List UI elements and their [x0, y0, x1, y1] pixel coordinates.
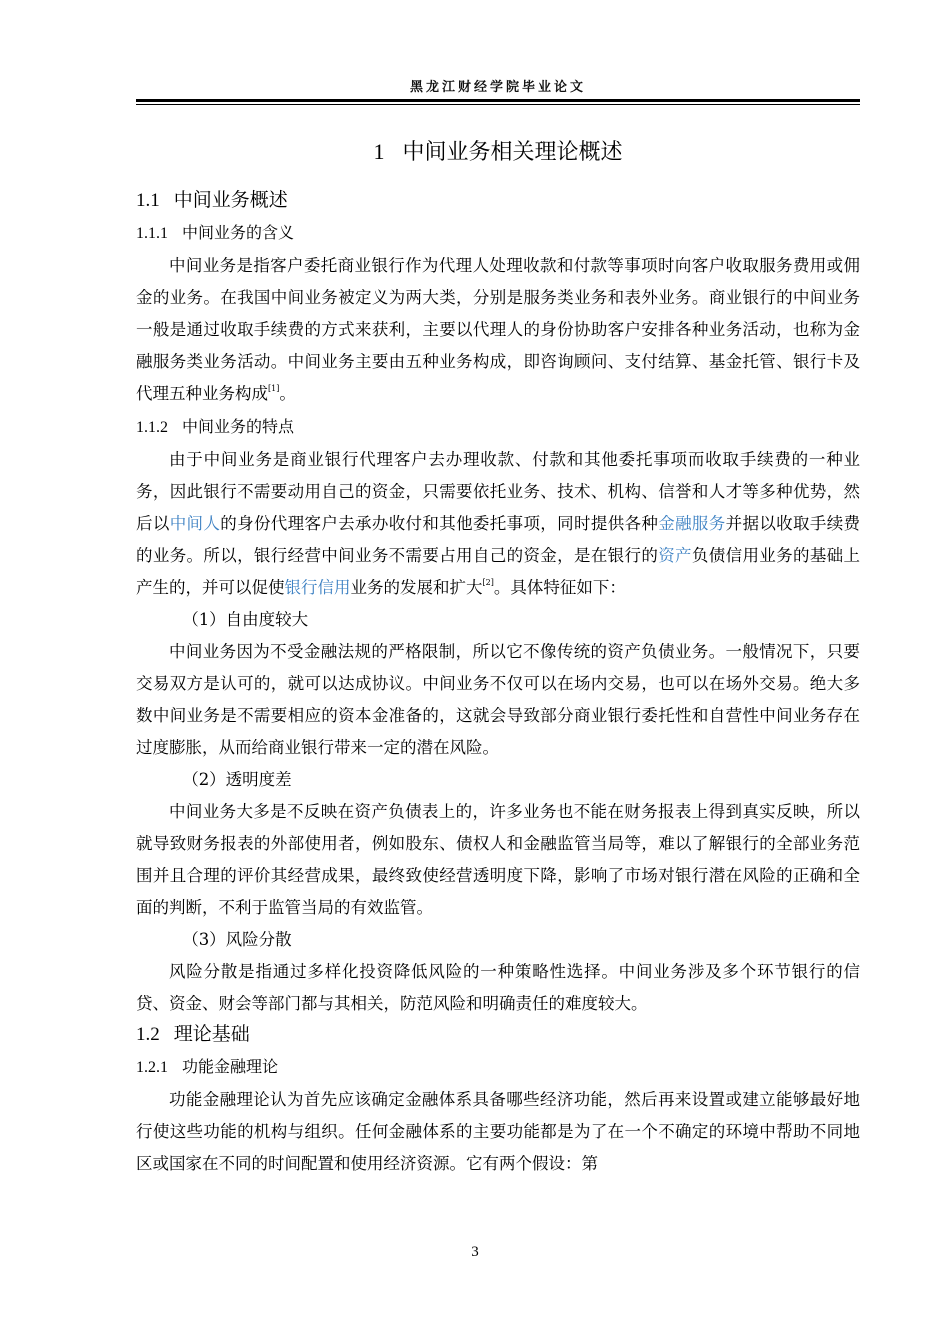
chapter-title	[136, 130, 860, 174]
subsection-title: 中间业务的含义	[182, 223, 295, 242]
paragraph-text: 由于中间业务是商业银行代理客户去办理收款、付款和其他委托事项而收取手续费的一种业务，因此银行不需要动用自己的资金，只需要依托业务、技术、机构、信誉和人才等多种优势，然后以	[136, 450, 860, 533]
paragraph-end: 。	[279, 384, 296, 403]
paragraph-freedom: 中间业务因为不受金融法规的严格限制，所以它不像传统的资产负债业务。一般情况下，只要交易双方是认可的，就可以达成协议。中间业务不仅可以在场内交易，也可以在场外交易。绝大多数中间业务是不需要相应的资本金准备的，这就会导致部分商业银行委托性和自营性中间业务存在过度膨胀，从而给商业银行带来一定的潜在风险。	[136, 642, 860, 757]
subsection-number: 1.1.2	[136, 419, 168, 436]
citation-ref-2[interactable]: [2]	[482, 578, 494, 587]
chapter-number: 1	[373, 139, 385, 164]
paragraph-risk: 风险分散是指通过多样化投资降低风险的一种策略性选择。中间业务涉及多个环节银行的信贷、资金、财会等部门都与其相关，防范风险和明确责任的难度较大。	[136, 962, 860, 1013]
paragraph-characteristics	[136, 444, 860, 604]
paragraph-functional-finance: 功能金融理论认为首先应该确定金融体系具备哪些经济功能，然后再来设置或建立能够最好地行使这些功能的机构与组织。任何金融体系的主要功能都是为了在一个不确定的环境中帮助不同地区或国家在不同的时间配置和使用经济资源。它有两个假设：第	[136, 1090, 860, 1173]
link-financial-services[interactable]: 金融服务	[658, 514, 726, 533]
link-assets[interactable]: 资产	[658, 546, 692, 565]
chapter-title-text: 中间业务相关理论概述	[402, 140, 623, 165]
list-item-heading: （2）透明度差	[182, 770, 292, 789]
subsection-heading-1-1-1	[136, 218, 860, 248]
paragraph-text: 负债信用业务的基础上产生的，并可以促使	[136, 546, 861, 597]
subsection-title: 中间业务的特点	[182, 417, 295, 436]
paragraph-text: 。具体特征如下：	[493, 578, 626, 597]
list-item-heading: （3）风险分散	[182, 930, 292, 949]
paragraph-text: 业务的发展和扩大	[350, 578, 483, 597]
section-heading-1-1	[136, 186, 860, 214]
running-header: 黑龙江财经学院毕业论文	[409, 80, 586, 95]
section-title: 中间业务概述	[173, 189, 288, 211]
paragraph-text: 中间业务是指客户委托商业银行作为代理人处理收款和付款等事项时向客户收取服务费用或佣金的业务。在我国中间业务被定义为两大类，分别是服务类业务和表外业务。商业银行的中间业务一般是通过收取手续费的方式来获利，主要以代理人的身份协助客户安排各种业务活动，也称为金融服务类业务活动。中间业务主要由五种业务构成，即咨询顾问、支付结算、基金托管、银行卡及代理五种业务构成	[136, 256, 860, 403]
subsection-number: 1.2.1	[136, 1059, 168, 1076]
paragraph-text: 的身份代理客户去承办收付和其他委托事项，同时提供各种	[220, 514, 659, 533]
subsection-heading-1-2-1	[136, 1052, 860, 1082]
paragraph-text: 并据以收取手续费的业务。所以，银行经营中间业务不需要占用自己的资金，是在银行的	[136, 514, 861, 565]
subsection-heading-1-1-2	[136, 412, 860, 442]
citation-ref-1[interactable]: [1]	[268, 384, 280, 393]
header-rule	[136, 99, 860, 102]
subsection-title: 功能金融理论	[182, 1057, 279, 1076]
page-body	[136, 130, 860, 1180]
page-number: 3	[471, 1244, 479, 1260]
section-title: 理论基础	[173, 1023, 250, 1045]
link-bank-credit[interactable]: 银行信用	[284, 578, 351, 597]
paragraph-definition	[136, 250, 860, 410]
header-rule-thin	[136, 104, 860, 105]
section-heading-1-2	[136, 1020, 860, 1048]
subsection-number: 1.1.1	[136, 225, 168, 242]
link-intermediary[interactable]: 中间人	[169, 514, 221, 533]
list-item-heading: （1）自由度较大	[182, 610, 309, 629]
section-number: 1.1	[136, 190, 160, 211]
section-number: 1.2	[136, 1024, 160, 1045]
paragraph-transparency: 中间业务大多是不反映在资产负债表上的，许多业务也不能在财务报表上得到真实反映，所以就导致财务报表的外部使用者，例如股东、债权人和金融监管当局等，难以了解银行的全部业务范围并且合理的评价其经营成果，最终致使经营透明度下降，影响了市场对银行潜在风险的正确和全面的判断，不利于监管当局的有效监管。	[136, 802, 860, 917]
